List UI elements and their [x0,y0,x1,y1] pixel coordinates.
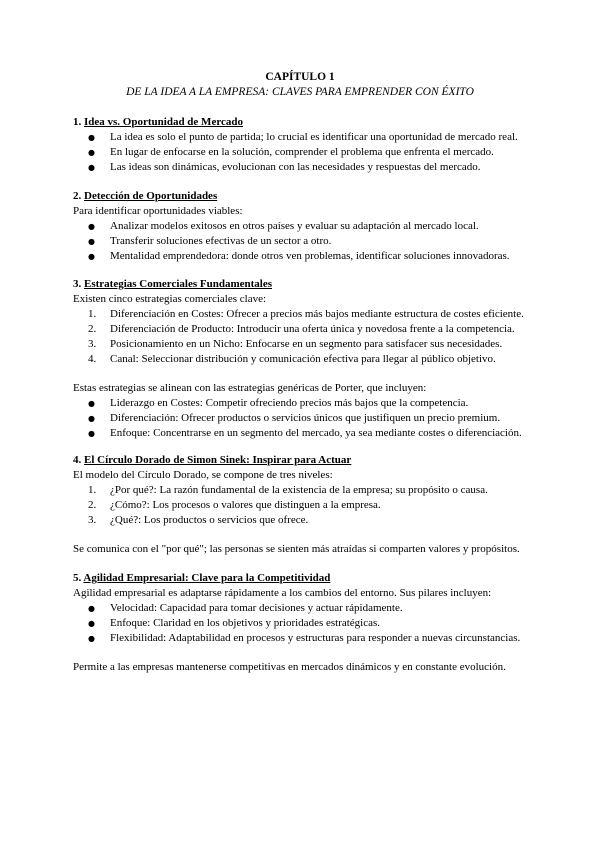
bullet-list [73,601,543,646]
list-item: ● Velocidad: Capacidad para tomar decisiones y actuar rápidamente. [73,601,543,616]
chapter-subtitle: DE LA IDEA A LA EMPRESA: CLAVES PARA EMPRENDER CON ÉXITO [126,86,474,98]
list-item: ● Liderazgo en Costes: Competir ofreciendo precios más bajos que la competencia. [73,396,543,411]
list-item: ● Enfoque: Concentrarse en un segmento del mercado, ya sea mediante costes o diferenciación. [73,426,543,441]
section-heading: 1. Idea vs. Oportunidad de Mercado [73,116,244,128]
section-intro: Existen cinco estrategias comerciales clave: [73,293,267,305]
list-item: 1. Diferenciación en Costes: Ofrecer a precios más bajos mediante estructura de costes eficiente. [88,308,524,320]
section-heading: 4. El Círculo Dorado de Simon Sinek: Inspirar para Actuar [73,454,352,466]
section-heading: 2. Detección de Oportunidades [73,190,218,202]
section-1 [73,115,543,175]
list-item: ● Las ideas son dinámicas, evolucionan con las necesidades y respuestas del mercado. [73,160,543,175]
section-heading: 3. Estrategias Comerciales Fundamentales [73,278,272,290]
section-2 [73,189,543,264]
numbered-list [73,483,543,528]
list-item: 3. ¿Qué?: Los productos o servicios que ofrece. [88,514,309,526]
list-item: 1. ¿Por qué?: La razón fundamental de la existencia de la empresa; su propósito o causa. [88,484,488,496]
list-item: ● Flexibilidad: Adaptabilidad en procesos y estructuras para responder a nuevas circunstancias. [73,631,543,646]
section-paragraph: Permite a las empresas mantenerse competitivas en mercados dinámicos y en constante evolución. [73,661,506,673]
section-5 [73,571,543,675]
list-item: ● Mentalidad emprendedora: donde otros ven problemas, identificar soluciones innovadoras. [73,249,543,264]
list-item: ● En lugar de enfocarse en la solución, comprender el problema que enfrenta el mercado. [73,145,543,160]
numbered-list [73,307,543,367]
section-intro: El modelo del Círculo Dorado, se compone de tres niveles: [73,469,333,481]
bullet-list [73,130,543,175]
list-item: ● Analizar modelos exitosos en otros países y evaluar su adaptación al mercado local. [73,219,543,234]
list-item: ● Enfoque: Claridad en los objetivos y prioridades estratégicas. [73,616,543,631]
section-heading: 5. Agilidad Empresarial: Clave para la Competitividad [73,572,331,584]
section-paragraph: Estas estrategias se alinean con las estrategias genéricas de Porter, que incluyen: [73,382,427,394]
list-item: 3. Posicionamiento en un Nicho: Enfocarse en un segmento para satisfacer sus necesidades. [88,338,503,350]
chapter-title: CAPÍTULO 1 [265,71,335,83]
list-item: 2. ¿Cómo?: Los procesos o valores que distinguen a la empresa. [88,499,381,511]
section-intro: Agilidad empresarial es adaptarse rápidamente a los cambios del entorno. Sus pilares incluyen: [73,587,492,599]
section-paragraph: Se comunica con el "por qué"; las personas se sienten más atraídas si comparten valores y propósitos. [73,543,520,555]
list-item: 2. Diferenciación de Producto: Introducir una oferta única y novedosa frente a la competencia. [88,323,515,335]
list-item: ● Diferenciación: Ofrecer productos o servicios únicos que justifiquen un precio premium. [73,411,543,426]
section-3 [73,277,543,441]
bullet-list [73,219,543,264]
section-intro: Para identificar oportunidades viables: [73,205,243,217]
list-item: ● La idea es solo el punto de partida; lo crucial es identificar una oportunidad de mercado real. [73,130,543,145]
list-item: 4. Canal: Seleccionar distribución y comunicación efectiva para llegar al público objetivo. [88,353,496,365]
bullet-list [73,396,543,441]
section-4 [73,453,543,557]
list-item: ● Transferir soluciones efectivas de un sector a otro. [73,234,543,249]
